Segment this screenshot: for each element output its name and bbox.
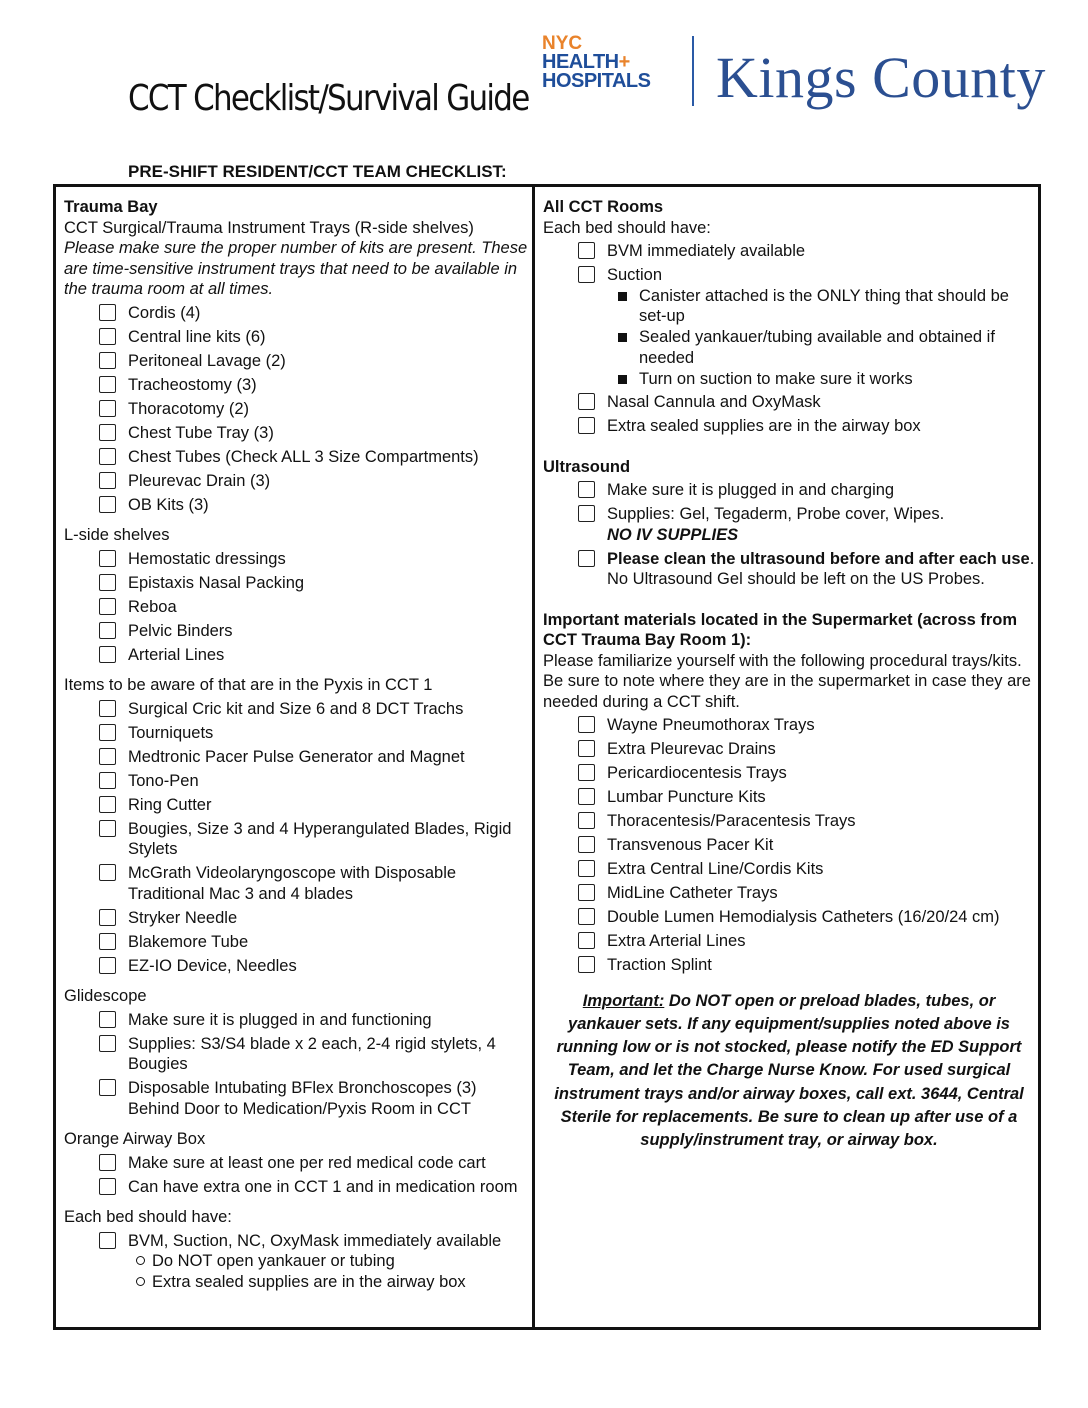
checklist-item[interactable]: Wayne Pneumothorax Trays <box>543 715 1035 736</box>
checkbox[interactable] <box>578 956 595 973</box>
checkbox[interactable] <box>99 598 116 615</box>
checklist-item[interactable]: Surgical Cric kit and Size 6 and 8 DCT Trachs <box>64 699 530 720</box>
checkbox[interactable] <box>99 472 116 489</box>
logo-divider <box>692 36 694 106</box>
orange-airway-box-section <box>64 1129 530 1197</box>
checklist-item[interactable]: Chest Tube Tray (3) <box>64 423 530 444</box>
checklist-item[interactable]: Central line kits (6) <box>64 327 530 348</box>
checkbox[interactable] <box>578 884 595 901</box>
checkbox[interactable] <box>578 860 595 877</box>
checklist-item[interactable]: Pelvic Binders <box>64 621 530 642</box>
checkbox[interactable] <box>578 266 595 283</box>
checklist-item[interactable]: MidLine Catheter Trays <box>543 883 1035 904</box>
section-title: Orange Airway Box <box>64 1130 206 1148</box>
checklist-item[interactable]: Peritoneal Lavage (2) <box>64 351 530 372</box>
checkbox[interactable] <box>578 908 595 925</box>
checkbox[interactable] <box>578 481 595 498</box>
important-label: Important: <box>582 991 665 1010</box>
section-description: CCT Surgical/Trauma Instrument Trays (R-side shelves) <box>64 218 474 237</box>
checklist-item[interactable]: Bougies, Size 3 and 4 Hyperangulated Blades, Rigid Stylets <box>64 819 530 860</box>
section-title: Important materials located in the Supermarket (across from CCT Trauma Bay Room 1): <box>543 610 1018 649</box>
checklist-item[interactable]: Thoracotomy (2) <box>64 399 530 420</box>
pyxis-section <box>64 675 530 976</box>
checkbox[interactable] <box>99 820 116 837</box>
checklist-item[interactable]: Suction <box>543 265 1035 286</box>
checklist-item[interactable]: Thoracentesis/Paracentesis Trays <box>543 811 1035 832</box>
checkbox[interactable] <box>99 646 116 663</box>
checkbox[interactable] <box>578 393 595 410</box>
checkbox[interactable] <box>99 550 116 567</box>
checklist-item[interactable]: Hemostatic dressings <box>64 549 530 570</box>
checklist-item[interactable]: Pericardiocentesis Trays <box>543 763 1035 784</box>
checklist-item[interactable]: McGrath Videolaryngoscope with Disposable Traditional Mac 3 and 4 blades <box>64 863 530 904</box>
checkbox[interactable] <box>578 417 595 434</box>
checklist-item[interactable]: Stryker Needle <box>64 908 530 929</box>
checkbox[interactable] <box>99 772 116 789</box>
checklist-item[interactable]: Extra Pleurevac Drains <box>543 739 1035 760</box>
hollow-bullet-icon <box>136 1277 145 1286</box>
checklist-item[interactable]: Transvenous Pacer Kit <box>543 835 1035 856</box>
sub-bullet-item: Turn on suction to make sure it works <box>543 369 1035 390</box>
logo-nyc-text: NYC <box>542 33 583 54</box>
important-note <box>543 990 1035 1153</box>
checklist-item[interactable]: Blakemore Tube <box>64 932 530 953</box>
ultrasound-section <box>543 457 1035 590</box>
hollow-bullet-icon <box>136 1256 145 1265</box>
checklist-item[interactable]: Extra sealed supplies are in the airway box <box>543 416 1035 437</box>
checklist-item[interactable]: Reboa <box>64 597 530 618</box>
section-title: All CCT Rooms <box>543 198 664 216</box>
checkbox[interactable] <box>99 748 116 765</box>
section-title: Trauma Bay <box>64 198 158 216</box>
checklist-item[interactable]: Make sure it is plugged in and charging <box>543 480 1035 501</box>
checkbox[interactable] <box>99 622 116 639</box>
left-column <box>64 197 530 1302</box>
checkbox[interactable] <box>99 1011 116 1028</box>
checklist-item[interactable]: Extra Arterial Lines <box>543 931 1035 952</box>
supermarket-section <box>543 610 1035 976</box>
checklist-item[interactable]: Tourniquets <box>64 723 530 744</box>
checklist-subtitle: PRE-SHIFT RESIDENT/CCT TEAM CHECKLIST: <box>128 162 507 181</box>
checkbox[interactable] <box>99 400 116 417</box>
checklist-item[interactable]: OB Kits (3) <box>64 495 530 516</box>
checklist-item[interactable]: Cordis (4) <box>64 303 530 324</box>
checkbox[interactable] <box>99 304 116 321</box>
checklist-item[interactable]: Tracheostomy (3) <box>64 375 530 396</box>
checklist-item[interactable]: Lumbar Puncture Kits <box>543 787 1035 808</box>
checkbox[interactable] <box>99 724 116 741</box>
checklist-item[interactable]: Pleurevac Drain (3) <box>64 471 530 492</box>
section-description: Each bed should have: <box>543 218 711 237</box>
checkbox[interactable] <box>99 700 116 717</box>
square-bullet-icon <box>618 333 627 342</box>
checkbox[interactable] <box>99 376 116 393</box>
checklist-item[interactable]: Supplies: S3/S4 blade x 2 each, 2-4 rigid stylets, 4 Bougies <box>64 1034 530 1075</box>
checkbox[interactable] <box>99 574 116 591</box>
checkbox[interactable] <box>99 957 116 974</box>
checkbox[interactable] <box>99 909 116 926</box>
checkbox[interactable] <box>578 740 595 757</box>
checklist-item[interactable]: BVM immediately available <box>543 241 1035 262</box>
checkbox[interactable] <box>99 328 116 345</box>
logo-plus-text: + <box>618 51 630 73</box>
checkbox[interactable] <box>578 764 595 781</box>
checklist-item[interactable]: Can have extra one in CCT 1 and in medication room <box>64 1177 530 1198</box>
checklist-item[interactable]: Please clean the ultrasound before and after each use. No Ultrasound Gel should be left on the US Probes. <box>543 549 1035 590</box>
glidescope-section <box>64 986 530 1119</box>
checklist-item[interactable]: Ring Cutter <box>64 795 530 816</box>
checklist-item[interactable]: Tono-Pen <box>64 771 530 792</box>
checkbox[interactable] <box>99 796 116 813</box>
checkbox[interactable] <box>99 1154 116 1171</box>
each-bed-section <box>64 1207 530 1292</box>
kings-county-logo: Kings County <box>716 45 1046 110</box>
all-cct-rooms-section <box>543 197 1035 437</box>
section-title: L-side shelves <box>64 526 170 544</box>
checkbox[interactable] <box>578 550 595 567</box>
nyc-health-hospitals-logo <box>542 34 650 91</box>
sub-bullet-item: Sealed yankauer/tubing available and obtained if needed <box>543 327 1035 368</box>
section-title: Ultrasound <box>543 457 631 476</box>
checkbox[interactable] <box>578 932 595 949</box>
section-title: Glidescope <box>64 987 147 1005</box>
section-title: Items to be aware of that are in the Pyxis in CCT 1 <box>64 676 433 694</box>
checkbox[interactable] <box>99 1178 116 1195</box>
checkbox[interactable] <box>578 836 595 853</box>
square-bullet-icon <box>618 292 627 301</box>
checklist-item[interactable]: BVM, Suction, NC, OxyMask immediately available <box>64 1231 530 1252</box>
sub-bullet-item: Do NOT open yankauer or tubing <box>64 1251 530 1272</box>
logo-health-text: HEALTH <box>542 51 619 73</box>
checkbox[interactable] <box>99 864 116 881</box>
checkbox[interactable] <box>99 933 116 950</box>
checklist-item[interactable]: Arterial Lines <box>64 645 530 666</box>
checkbox[interactable] <box>99 496 116 513</box>
checklist-item[interactable]: Nasal Cannula and OxyMask <box>543 392 1035 413</box>
checkbox[interactable] <box>578 716 595 733</box>
trauma-bay-section <box>64 197 530 515</box>
section-note: Please make sure the proper number of kits are present. These are time-sensitive instrument trays that need to be available in the trauma room at all times. <box>64 239 528 298</box>
sub-bullet-item: Canister attached is the ONLY thing that should be set-up <box>543 286 1035 327</box>
checklist-item[interactable]: Make sure at least one per red medical code cart <box>64 1153 530 1174</box>
page-title: CCT Checklist/Survival Guide <box>128 78 529 119</box>
checkbox[interactable] <box>578 812 595 829</box>
checklist-item[interactable]: Make sure it is plugged in and functioning <box>64 1010 530 1031</box>
checkbox[interactable] <box>578 242 595 259</box>
checkbox[interactable] <box>578 505 595 522</box>
checkbox[interactable] <box>99 352 116 369</box>
checklist-item[interactable]: Disposable Intubating BFlex Bronchoscopes (3) Behind Door to Medication/Pyxis Room in CCT <box>64 1078 530 1119</box>
checkbox[interactable] <box>99 1079 116 1096</box>
right-column <box>543 197 1035 1153</box>
checkbox[interactable] <box>99 424 116 441</box>
checkbox[interactable] <box>99 448 116 465</box>
section-title: Each bed should have: <box>64 1208 232 1226</box>
l-side-shelves-section <box>64 525 530 665</box>
important-body: Do NOT open or preload blades, tubes, or yankauer sets. If any equipment/supplies noted above is running low or is not stocked, please notify the ED Support Team, and let the Charge Nurse Know. For used surgical instrument trays and/or airway boxes, call ext. 3644, Central Sterile for replacements. Be sure to clean up after use of a supply/instrument tray, or airway box. <box>554 991 1024 1150</box>
checklist-item[interactable]: Supplies: Gel, Tegaderm, Probe cover, Wipes. NO IV SUPPLIES <box>543 504 1035 545</box>
square-bullet-icon <box>618 375 627 384</box>
checklist-item[interactable]: Extra Central Line/Cordis Kits <box>543 859 1035 880</box>
checklist-item[interactable]: Traction Splint <box>543 955 1035 976</box>
checklist-item[interactable]: Epistaxis Nasal Packing <box>64 573 530 594</box>
checkbox[interactable] <box>578 788 595 805</box>
sub-bullet-item: Extra sealed supplies are in the airway box <box>64 1272 530 1293</box>
section-description: Please familiarize yourself with the following procedural trays/kits. Be sure to note where they are in the supermarket in case they are needed during a CCT shift. <box>543 651 1031 711</box>
checklist-item[interactable]: Medtronic Pacer Pulse Generator and Magnet <box>64 747 530 768</box>
logo-hospitals-text: HOSPITALS <box>542 70 651 92</box>
column-divider <box>532 184 535 1330</box>
checkbox[interactable] <box>99 1232 116 1249</box>
checklist-item[interactable]: Chest Tubes (Check ALL 3 Size Compartments) <box>64 447 530 468</box>
checklist-item[interactable]: Double Lumen Hemodialysis Catheters (16/20/24 cm) <box>543 907 1035 928</box>
checkbox[interactable] <box>99 1035 116 1052</box>
checklist-item[interactable]: EZ-IO Device, Needles <box>64 956 530 977</box>
